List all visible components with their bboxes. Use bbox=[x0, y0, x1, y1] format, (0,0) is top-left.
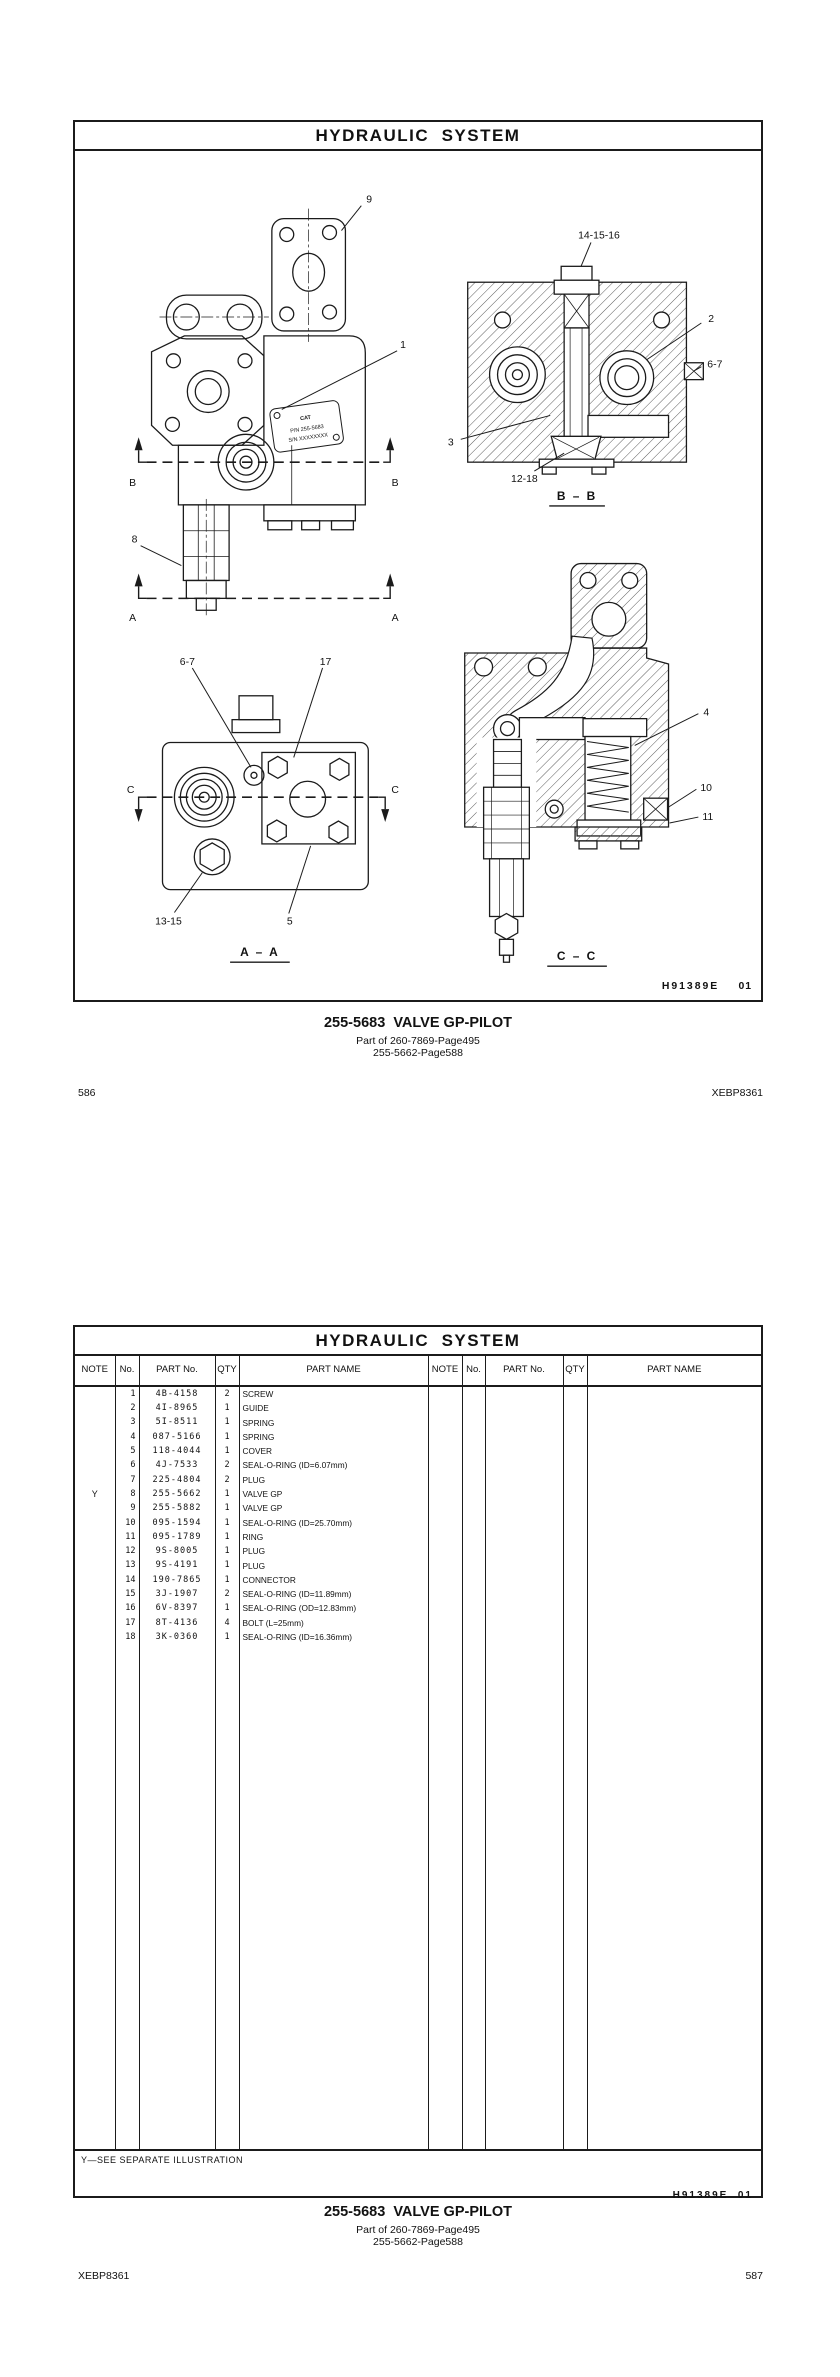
part-name-cell: BOLT (L=25mm) bbox=[239, 1616, 428, 1630]
nameplate bbox=[269, 400, 344, 453]
table-row bbox=[75, 1386, 761, 1401]
no-cell: 3 bbox=[115, 1416, 139, 1430]
part-no-cell: 225-4804 bbox=[139, 1473, 215, 1487]
part-no-cell: 190-7865 bbox=[139, 1573, 215, 1587]
note-cell bbox=[75, 1630, 115, 1644]
parts-table-header-row bbox=[75, 1354, 761, 1386]
part-no-cell: 4J-7533 bbox=[139, 1458, 215, 1472]
table-row bbox=[75, 1616, 761, 1630]
table-row bbox=[75, 1630, 761, 1644]
qty-cell: 1 bbox=[215, 1573, 239, 1587]
part-no-cell: 255-5662 bbox=[139, 1487, 215, 1501]
part-no-cell: 118-4044 bbox=[139, 1444, 215, 1458]
page1-page-number: 586 bbox=[78, 1087, 96, 1099]
section-c-label-left: C bbox=[126, 785, 135, 797]
qty-cell: 1 bbox=[215, 1559, 239, 1573]
qty-cell: 1 bbox=[215, 1601, 239, 1615]
note-cell bbox=[75, 1430, 115, 1444]
section-line-a-a bbox=[129, 574, 398, 625]
callout-2: 2 bbox=[708, 313, 715, 325]
table-row bbox=[75, 1530, 761, 1544]
qty-cell: 2 bbox=[215, 1458, 239, 1472]
part-name-cell: SPRING bbox=[239, 1430, 428, 1444]
part-name-cell: SEAL-O-RING (ID=6.07mm) bbox=[239, 1458, 428, 1472]
page2-doc-code: XEBP8361 bbox=[78, 2270, 130, 2282]
table-row bbox=[75, 1487, 761, 1501]
section-a-a-view bbox=[162, 696, 368, 890]
table-row bbox=[75, 1430, 761, 1444]
part-no-cell: 8T-4136 bbox=[139, 1616, 215, 1630]
part-no-cell: 095-1594 bbox=[139, 1516, 215, 1530]
note-cell bbox=[75, 1458, 115, 1472]
table-row bbox=[75, 1458, 761, 1472]
note-cell bbox=[75, 1386, 115, 1401]
note-cell: Y bbox=[75, 1487, 115, 1501]
no-cell: 11 bbox=[115, 1530, 139, 1544]
note-cell bbox=[75, 1444, 115, 1458]
nameplate-serial-number: S/N XXXXXXXX bbox=[288, 432, 329, 444]
callout-5: 5 bbox=[286, 916, 293, 928]
qty-cell: 1 bbox=[215, 1444, 239, 1458]
no-cell: 13 bbox=[115, 1559, 139, 1573]
header-part-no-2: PART No. bbox=[485, 1354, 563, 1386]
table-row bbox=[75, 1416, 761, 1430]
part-name-cell: COVER bbox=[239, 1444, 428, 1458]
page1-caption-line2: Part of 260-7869-Page495 bbox=[356, 1035, 480, 1047]
no-cell: 6 bbox=[115, 1458, 139, 1472]
qty-cell: 1 bbox=[215, 1416, 239, 1430]
section-b-label-right: B bbox=[391, 478, 399, 490]
note-cell bbox=[75, 1530, 115, 1544]
plate-number: H91389E bbox=[661, 981, 720, 993]
page1-doc-code: XEBP8361 bbox=[711, 1087, 763, 1099]
section-c-c-caption: C – C bbox=[556, 949, 598, 964]
table-row bbox=[75, 1601, 761, 1615]
section-a-label-left: A bbox=[129, 613, 137, 625]
header-no-2: No. bbox=[462, 1354, 485, 1386]
parts-table bbox=[75, 1354, 761, 2149]
plate-revision: 01 bbox=[737, 2190, 753, 2201]
qty-cell: 1 bbox=[215, 1430, 239, 1444]
no-cell: 9 bbox=[115, 1501, 139, 1515]
part-name-cell: PLUG bbox=[239, 1473, 428, 1487]
note-cell bbox=[75, 1516, 115, 1530]
table-footnote: Y—SEE SEPARATE ILLUSTRATION bbox=[75, 2149, 761, 2165]
part-name-cell: SPRING bbox=[239, 1416, 428, 1430]
nameplate-brand: CAT bbox=[299, 414, 312, 423]
part-no-cell: 255-5882 bbox=[139, 1501, 215, 1515]
table-row bbox=[75, 1444, 761, 1458]
part-name-cell: GUIDE bbox=[239, 1401, 428, 1415]
note-cell bbox=[75, 1601, 115, 1615]
no-cell: 5 bbox=[115, 1444, 139, 1458]
part-no-cell: 5I-8511 bbox=[139, 1416, 215, 1430]
page1-title: HYDRAULIC SYSTEM bbox=[75, 122, 761, 151]
section-line-c-c bbox=[127, 785, 399, 822]
table-row bbox=[75, 1544, 761, 1558]
table-row bbox=[75, 1501, 761, 1515]
part-no-cell: 4I-8965 bbox=[139, 1401, 215, 1415]
qty-cell: 2 bbox=[215, 1587, 239, 1601]
qty-cell: 2 bbox=[215, 1473, 239, 1487]
callout-1: 1 bbox=[400, 339, 406, 351]
header-no: No. bbox=[115, 1354, 139, 1386]
qty-cell: 1 bbox=[215, 1516, 239, 1530]
no-cell: 14 bbox=[115, 1573, 139, 1587]
part-name-cell: SEAL-O-RING (ID=25.70mm) bbox=[239, 1516, 428, 1530]
table-row bbox=[75, 1401, 761, 1415]
valve-drawing bbox=[75, 151, 761, 998]
part-name-cell: RING bbox=[239, 1530, 428, 1544]
part-name-cell: SEAL-O-RING (ID=11.89mm) bbox=[239, 1587, 428, 1601]
plate-number: H91389E bbox=[672, 2190, 729, 2201]
part-no-cell: 3J-1907 bbox=[139, 1587, 215, 1601]
no-cell: 17 bbox=[115, 1616, 139, 1630]
callout-10: 10 bbox=[700, 783, 712, 795]
section-a-label-right: A bbox=[391, 613, 399, 625]
note-cell bbox=[75, 1401, 115, 1415]
page1-caption-line3: 255-5662-Page588 bbox=[373, 1047, 463, 1059]
qty-cell: 1 bbox=[215, 1530, 239, 1544]
page2-caption-line3: 255-5662-Page588 bbox=[373, 2236, 463, 2248]
header-qty: QTY bbox=[215, 1354, 239, 1386]
qty-cell: 4 bbox=[215, 1616, 239, 1630]
plate-revision: 01 bbox=[738, 981, 753, 993]
callout-17: 17 bbox=[319, 656, 332, 668]
table-row bbox=[75, 1473, 761, 1487]
page2-title: HYDRAULIC SYSTEM bbox=[75, 1327, 761, 1356]
no-cell: 4 bbox=[115, 1430, 139, 1444]
header-note-2: NOTE bbox=[428, 1354, 462, 1386]
section-a-a-caption: A – A bbox=[240, 945, 280, 960]
table-row bbox=[75, 1573, 761, 1587]
note-cell bbox=[75, 1501, 115, 1515]
note-cell bbox=[75, 1473, 115, 1487]
section-b-b-view bbox=[468, 266, 704, 474]
no-cell: 2 bbox=[115, 1401, 139, 1415]
callout-3: 3 bbox=[447, 437, 454, 449]
callout-6-7-a: 6-7 bbox=[179, 656, 195, 668]
qty-cell: 1 bbox=[215, 1401, 239, 1415]
note-cell bbox=[75, 1587, 115, 1601]
part-name-cell: PLUG bbox=[239, 1544, 428, 1558]
no-cell: 1 bbox=[115, 1386, 139, 1401]
section-c-c-view bbox=[465, 564, 669, 963]
callout-14-15-16: 14-15-16 bbox=[578, 230, 620, 242]
callout-11: 11 bbox=[702, 812, 714, 824]
callout-8: 8 bbox=[131, 534, 138, 546]
part-name-cell: VALVE GP bbox=[239, 1487, 428, 1501]
header-part-name: PART NAME bbox=[239, 1354, 428, 1386]
no-cell: 16 bbox=[115, 1601, 139, 1615]
header-qty-2: QTY bbox=[563, 1354, 587, 1386]
qty-cell: 1 bbox=[215, 1501, 239, 1515]
header-part-no: PART No. bbox=[139, 1354, 215, 1386]
plate-code bbox=[662, 981, 752, 992]
part-no-cell: 9S-4191 bbox=[139, 1559, 215, 1573]
page2-caption-title: 255-5683 VALVE GP-PILOT bbox=[323, 2204, 513, 2220]
callout-6-7-b: 6-7 bbox=[707, 359, 723, 371]
no-cell: 10 bbox=[115, 1516, 139, 1530]
no-cell: 12 bbox=[115, 1544, 139, 1558]
section-b-b-caption: B – B bbox=[556, 488, 598, 503]
part-no-cell: 087-5166 bbox=[139, 1430, 215, 1444]
no-cell: 15 bbox=[115, 1587, 139, 1601]
table-row bbox=[75, 1559, 761, 1573]
note-cell bbox=[75, 1544, 115, 1558]
section-c-label-right: C bbox=[391, 785, 399, 797]
page1-caption-title: 255-5683 VALVE GP-PILOT bbox=[323, 1015, 513, 1031]
note-cell bbox=[75, 1616, 115, 1630]
callout-12-18: 12-18 bbox=[511, 474, 538, 486]
page-587-sheet bbox=[73, 1325, 763, 2201]
section-a-a-callouts bbox=[155, 657, 331, 962]
no-cell: 18 bbox=[115, 1630, 139, 1644]
qty-cell: 1 bbox=[215, 1544, 239, 1558]
part-name-cell: PLUG bbox=[239, 1559, 428, 1573]
callout-4: 4 bbox=[703, 707, 710, 719]
page2-caption-line2: Part of 260-7869-Page495 bbox=[356, 2224, 480, 2236]
part-name-cell: SEAL-O-RING (OD=12.83mm) bbox=[239, 1601, 428, 1615]
page-586-sheet bbox=[73, 120, 763, 1002]
qty-cell: 2 bbox=[215, 1386, 239, 1401]
page2-page-number: 587 bbox=[745, 2270, 763, 2282]
callout-9: 9 bbox=[366, 194, 373, 206]
header-part-name-2: PART NAME bbox=[587, 1354, 761, 1386]
part-no-cell: 095-1789 bbox=[139, 1530, 215, 1544]
part-name-cell: CONNECTOR bbox=[239, 1573, 428, 1587]
note-cell bbox=[75, 1573, 115, 1587]
no-cell: 7 bbox=[115, 1473, 139, 1487]
part-name-cell: SEAL-O-RING (ID=16.36mm) bbox=[239, 1630, 428, 1644]
table-filler-row bbox=[75, 1644, 761, 2149]
section-b-label-left: B bbox=[129, 478, 137, 490]
part-no-cell: 9S-8005 bbox=[139, 1544, 215, 1558]
qty-cell: 1 bbox=[215, 1630, 239, 1644]
qty-cell: 1 bbox=[215, 1487, 239, 1501]
table-row bbox=[75, 1516, 761, 1530]
part-name-cell: SCREW bbox=[239, 1386, 428, 1401]
table-row bbox=[75, 1587, 761, 1601]
note-cell bbox=[75, 1416, 115, 1430]
no-cell: 8 bbox=[115, 1487, 139, 1501]
front-view bbox=[152, 209, 366, 619]
part-no-cell: 6V-8397 bbox=[139, 1601, 215, 1615]
header-note: NOTE bbox=[75, 1354, 115, 1386]
callout-13-15: 13-15 bbox=[155, 916, 182, 928]
nameplate-part-number: P/N 255-5683 bbox=[289, 424, 325, 435]
part-no-cell: 4B-4158 bbox=[139, 1386, 215, 1401]
part-name-cell: VALVE GP bbox=[239, 1501, 428, 1515]
note-cell bbox=[75, 1559, 115, 1573]
part-no-cell: 3K-0360 bbox=[139, 1630, 215, 1644]
